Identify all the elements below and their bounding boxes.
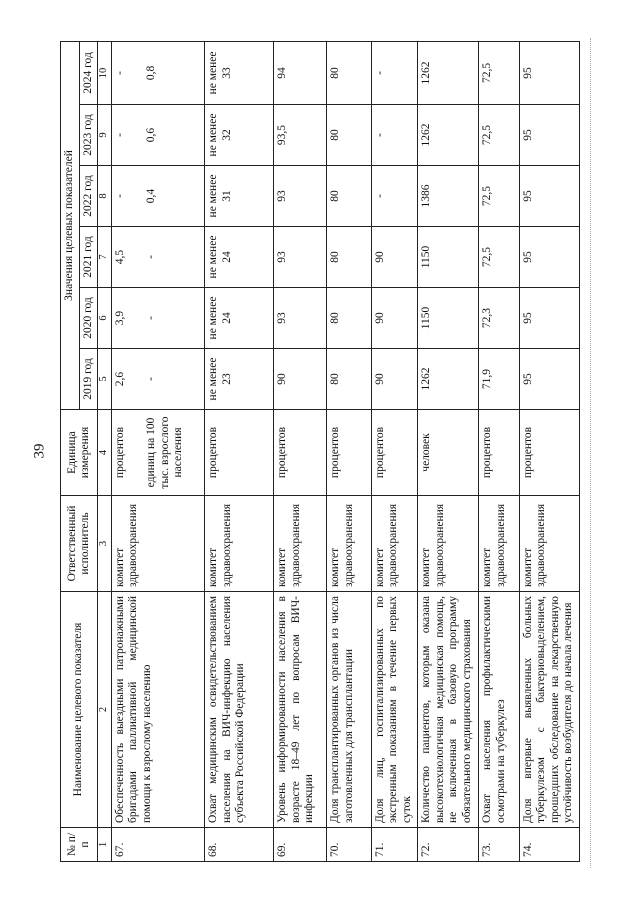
value-cell: 80 — [326, 288, 371, 349]
value-cell: 1262 — [418, 349, 479, 410]
value: - — [113, 133, 126, 137]
value-cell: 71,9 — [479, 349, 520, 410]
table-body — [111, 41, 580, 861]
value-cell: 72,3 — [479, 288, 520, 349]
value-cell: - — [371, 166, 417, 227]
value: 2,6 — [113, 371, 126, 387]
unit-cell: человек — [418, 410, 479, 496]
table-row — [418, 41, 479, 861]
header-year: 2021 год — [79, 227, 98, 288]
value-secondary: - — [145, 255, 158, 259]
value-cell: 80 — [326, 41, 371, 104]
value-cell: не менее 31 — [205, 166, 274, 227]
row-number: 72. — [418, 828, 479, 862]
header-name: Наименование целевого показателя — [61, 592, 98, 828]
value-cell: 95 — [519, 227, 579, 288]
target-indicators-table — [60, 41, 580, 862]
unit-label-secondary: единиц на 100 тыс. взрослого населения — [145, 416, 185, 489]
value-cell — [111, 227, 205, 288]
header-year: 2019 год — [79, 349, 98, 410]
responsible-executor: комитет здравоохранения — [111, 496, 205, 592]
value-cell: не менее 33 — [205, 41, 274, 104]
value-secondary: 0,4 — [145, 188, 158, 204]
value-cell: 90 — [371, 349, 417, 410]
column-number: 4 — [98, 410, 111, 496]
row-number: 74. — [519, 828, 579, 862]
row-number: 69. — [274, 828, 327, 862]
table-row — [111, 41, 205, 861]
value-cell — [111, 41, 205, 104]
unit-cell — [111, 410, 205, 496]
table-row — [326, 41, 371, 861]
header-responsible: Ответственный исполнитель — [61, 496, 98, 592]
value-cell: 93 — [274, 227, 327, 288]
value-cell: 94 — [274, 41, 327, 104]
unit-cell: процентов — [326, 410, 371, 496]
column-number: 3 — [98, 496, 111, 592]
header-values-group: Значения целевых показателей — [61, 41, 80, 409]
value-cell: 95 — [519, 349, 579, 410]
scan-edge-rule — [590, 38, 593, 868]
value-cell: 80 — [326, 166, 371, 227]
unit-cell: процентов — [371, 410, 417, 496]
value-cell: - — [371, 105, 417, 166]
unit-label: процентов — [113, 426, 126, 479]
indicator-name: Обеспеченность выездными патронажными бригадами паллиативной медицинской помощи к взрослому населению — [111, 592, 205, 828]
indicator-name: Доля лиц, госпитализированных по экстренным показаниям в течение первых суток — [371, 592, 417, 828]
column-number: 2 — [98, 592, 111, 828]
column-number: 8 — [98, 166, 111, 227]
rotated-table-wrapper — [60, 42, 580, 862]
value-cell: 1262 — [418, 41, 479, 104]
row-number: 70. — [326, 828, 371, 862]
value-cell — [111, 105, 205, 166]
value-secondary: - — [145, 377, 158, 381]
responsible-executor: комитет здравоохранения — [274, 496, 327, 592]
unit-cell: процентов — [479, 410, 520, 496]
row-number: 73. — [479, 828, 520, 862]
value-cell — [111, 288, 205, 349]
table-row — [519, 41, 579, 861]
header-year: 2024 год — [79, 41, 98, 104]
indicator-name: Охват населения профилактическими осмотрами на туберкулез — [479, 592, 520, 828]
unit-cell: процентов — [205, 410, 274, 496]
page-number: 39 — [31, 443, 48, 459]
column-number: 1 — [98, 828, 111, 862]
indicator-name: Доля впервые выявленных больных туберкулезом с бактериовыделением, прошедших обследование на лекарственную устойчивость возбудителя до начала лечения — [519, 592, 579, 828]
value-cell: 95 — [519, 166, 579, 227]
value-cell: 1150 — [418, 288, 479, 349]
value: 3,9 — [113, 310, 126, 326]
value-cell: 1262 — [418, 105, 479, 166]
value: 4,5 — [113, 249, 126, 265]
value-cell: 90 — [371, 288, 417, 349]
responsible-executor: комитет здравоохранения — [418, 496, 479, 592]
indicator-name: Охват медицинским освидетельствованием населения на ВИЧ-инфекцию населения субъекта Российской Федерации — [205, 592, 274, 828]
column-number: 9 — [98, 105, 111, 166]
value-cell: 95 — [519, 41, 579, 104]
value-cell: не менее 24 — [205, 288, 274, 349]
table-row — [205, 41, 274, 861]
value-cell: 1150 — [418, 227, 479, 288]
column-number: 6 — [98, 288, 111, 349]
row-number: 71. — [371, 828, 417, 862]
column-number: 7 — [98, 227, 111, 288]
value-cell: 95 — [519, 105, 579, 166]
unit-cell: процентов — [274, 410, 327, 496]
indicator-name: Доля трансплантированных органов из числа заготовленных для трансплантации — [326, 592, 371, 828]
value-cell: 90 — [371, 227, 417, 288]
value-cell: 80 — [326, 227, 371, 288]
value-secondary: - — [145, 316, 158, 320]
value-cell: 80 — [326, 105, 371, 166]
value-cell: 93 — [274, 166, 327, 227]
table-row — [479, 41, 520, 861]
header-num: № п/п — [61, 828, 98, 862]
indicator-name: Уровень информированности населения в возрасте 18–49 лет по вопросам ВИЧ-инфекции — [274, 592, 327, 828]
value-cell: 93 — [274, 288, 327, 349]
value-cell: 93,5 — [274, 105, 327, 166]
column-number-row — [98, 41, 111, 861]
table-row — [371, 41, 417, 861]
value-cell: 72,5 — [479, 41, 520, 104]
unit-cell: процентов — [519, 410, 579, 496]
responsible-executor: комитет здравоохранения — [371, 496, 417, 592]
value-cell: 90 — [274, 349, 327, 410]
table-row — [274, 41, 327, 861]
header-year: 2022 год — [79, 166, 98, 227]
value-cell: не менее 23 — [205, 349, 274, 410]
value-cell: 80 — [326, 349, 371, 410]
responsible-executor: комитет здравоохранения — [519, 496, 579, 592]
value-cell: 72,5 — [479, 166, 520, 227]
column-number: 10 — [98, 41, 111, 104]
value: - — [113, 194, 126, 198]
header-unit: Единица измерения — [61, 410, 98, 496]
value-secondary: 0,6 — [145, 127, 158, 143]
column-number: 5 — [98, 349, 111, 410]
header-year: 2020 год — [79, 288, 98, 349]
value-cell: 1386 — [418, 166, 479, 227]
row-number: 68. — [205, 828, 274, 862]
header-year: 2023 год — [79, 105, 98, 166]
value-cell: 72,5 — [479, 105, 520, 166]
value-cell: 72,5 — [479, 227, 520, 288]
responsible-executor: комитет здравоохранения — [479, 496, 520, 592]
value-cell: не менее 32 — [205, 105, 274, 166]
table-header — [61, 41, 112, 861]
value-cell: 95 — [519, 288, 579, 349]
value-cell: - — [371, 41, 417, 104]
value-secondary: 0,8 — [145, 65, 158, 81]
responsible-executor: комитет здравоохранения — [326, 496, 371, 592]
value-cell — [111, 166, 205, 227]
responsible-executor: комитет здравоохранения — [205, 496, 274, 592]
row-number: 67. — [111, 828, 205, 862]
value-cell: не менее 24 — [205, 227, 274, 288]
value: - — [113, 71, 126, 75]
value-cell — [111, 349, 205, 410]
indicator-name: Количество пациентов, которым оказана высокотехнологичная медицинская помощь, не включенная в базовую программу обязательного медицинского страхования — [418, 592, 479, 828]
